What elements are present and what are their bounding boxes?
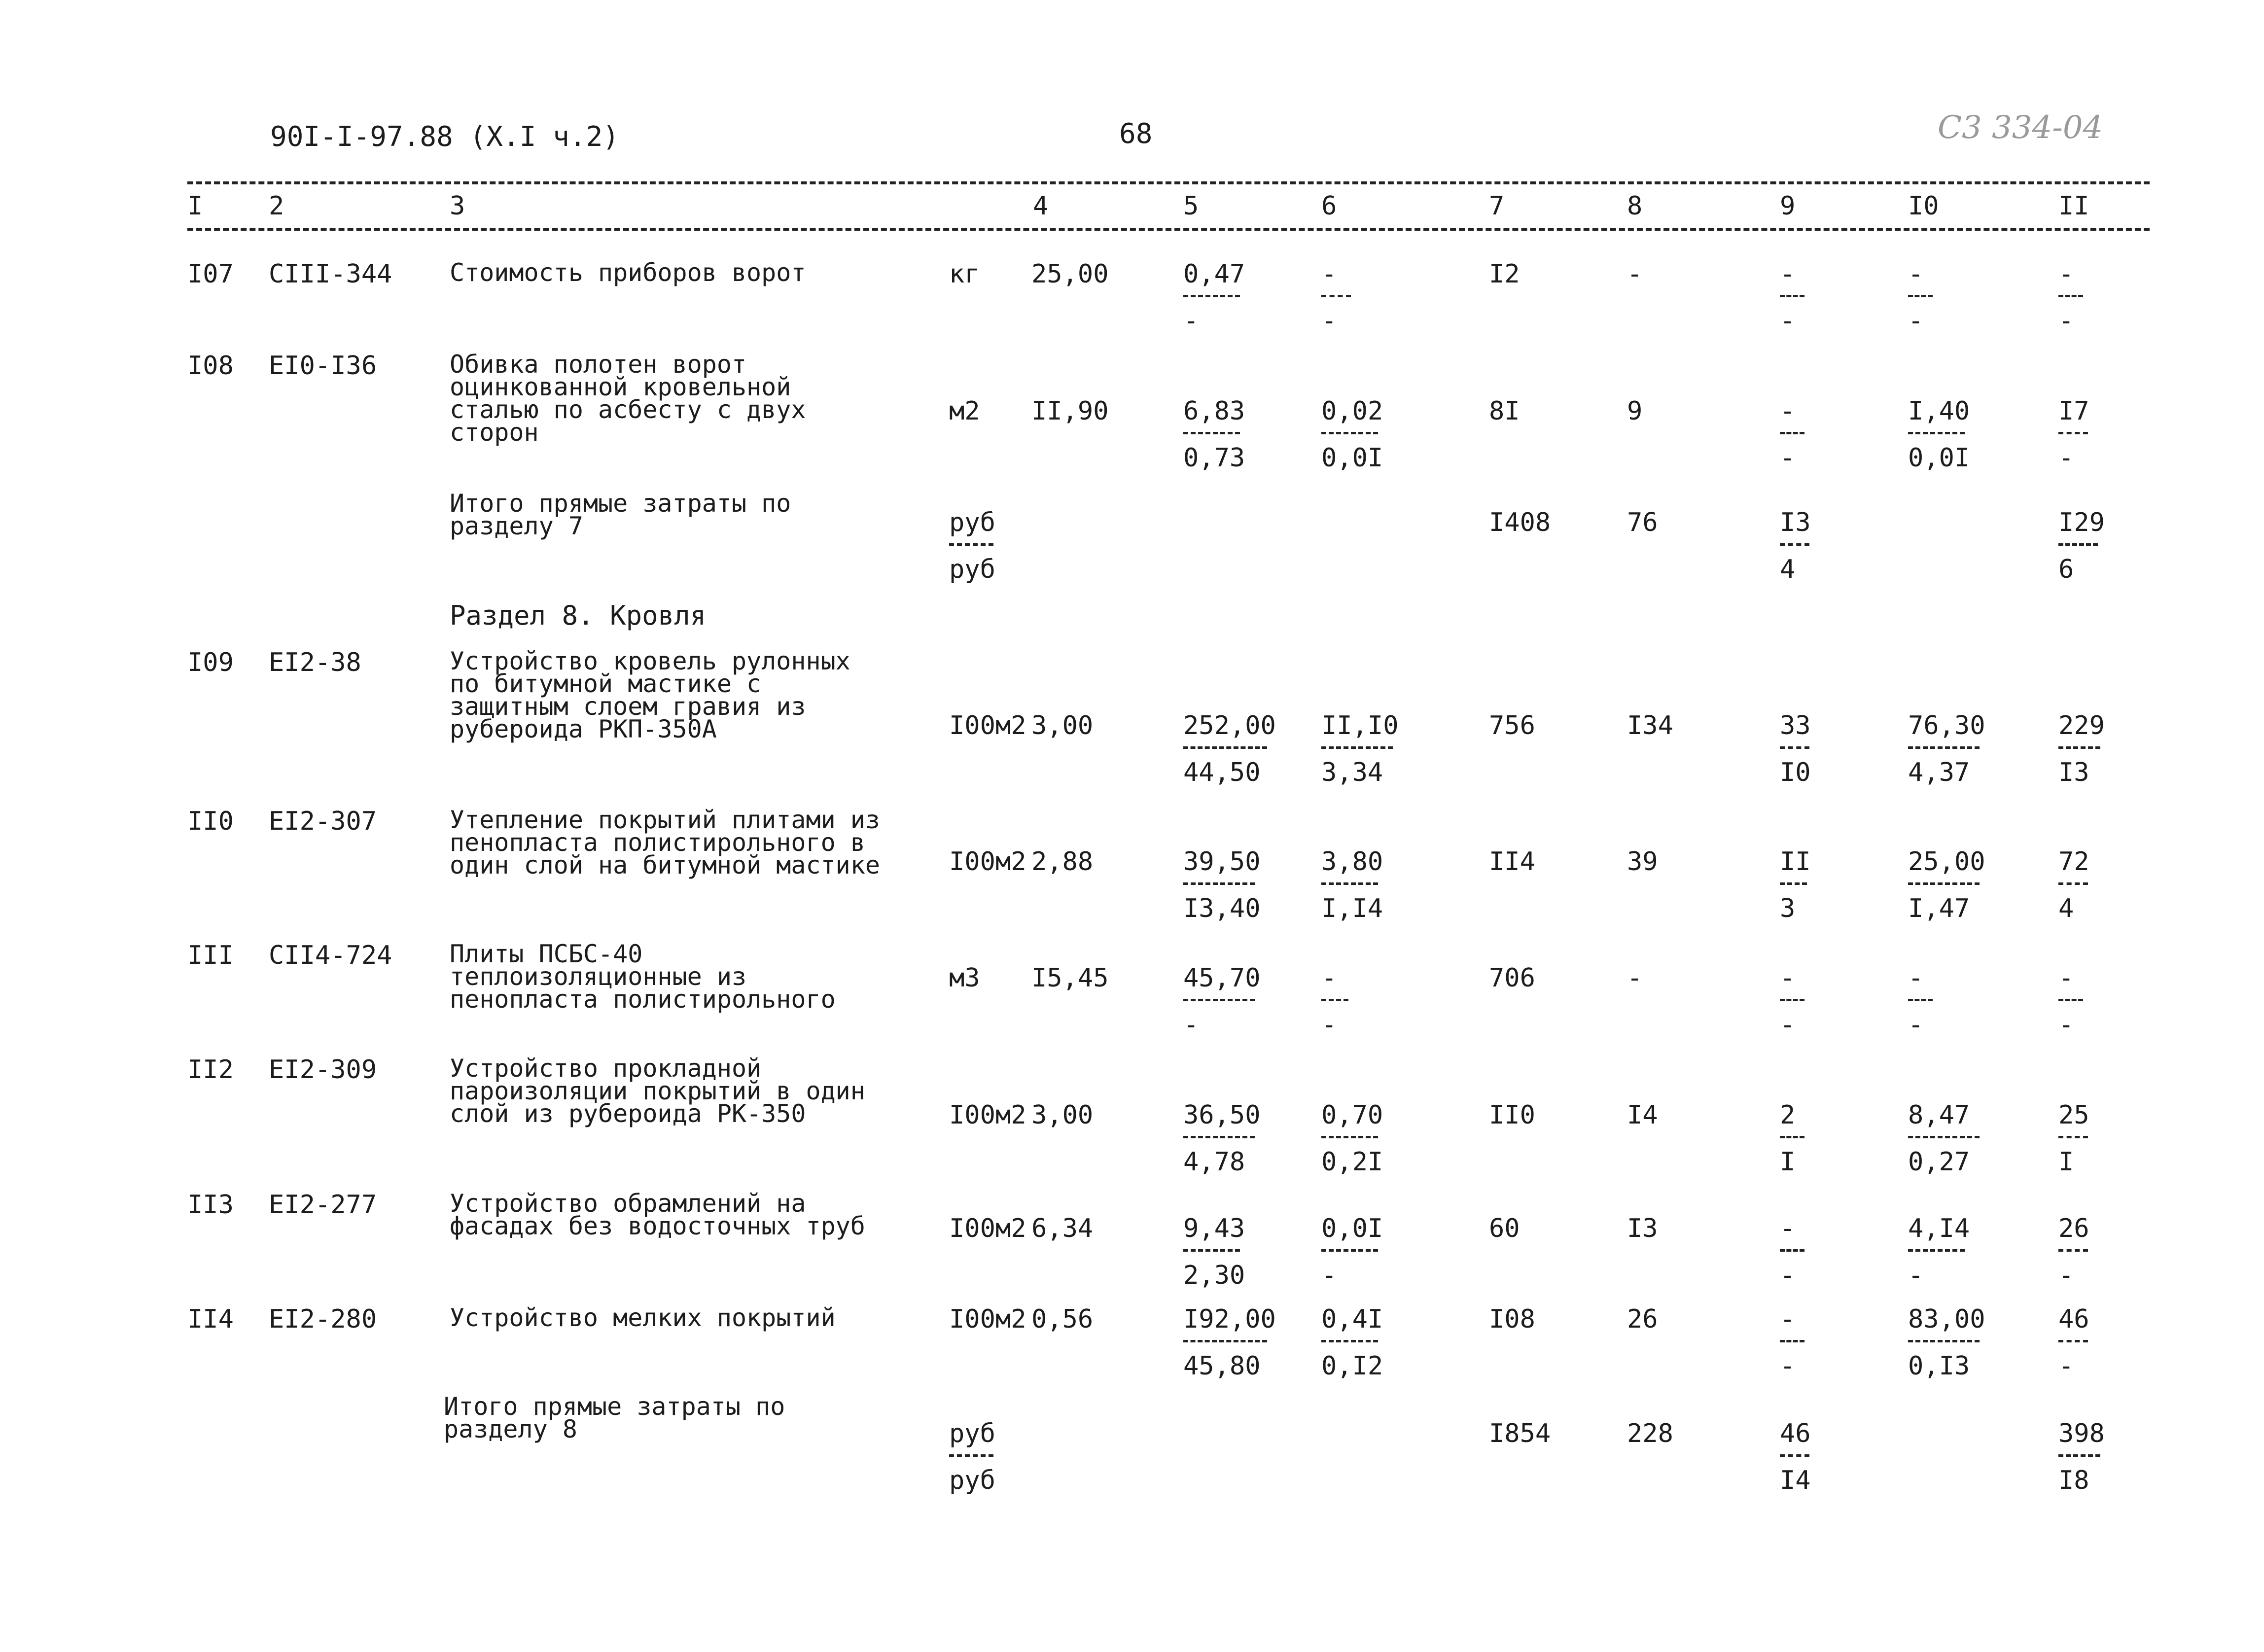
row-col7: I854 [1489, 1419, 1551, 1448]
row-code: СII4-724 [269, 941, 392, 970]
subtotal-description: Итого прямые затраты по разделу 7 [450, 489, 791, 540]
row-col7: I2 [1489, 259, 1520, 289]
fraction-col11: - - [2058, 261, 2083, 335]
row-description: Устройство обрамлений на фасадах без водосточных труб [450, 1189, 865, 1240]
row-description: Устройство мелких покрытий [450, 1303, 836, 1332]
fraction-col11: 229 I3 [2058, 711, 2105, 787]
fraction-col6: 0,02 0,0I [1321, 396, 1383, 473]
row-code: EI2-277 [269, 1190, 377, 1220]
row-number: II3 [187, 1190, 234, 1220]
row-unit: I00м2 [949, 847, 1026, 877]
fraction-col9: - - [1780, 1216, 1804, 1289]
row-col8: I34 [1627, 711, 1673, 740]
row-unit: I00м2 [949, 1214, 1026, 1243]
fraction-col6: - - [1321, 261, 1351, 335]
row-col7: 756 [1489, 711, 1535, 740]
row-quantity: 2,88 [1031, 847, 1094, 877]
row-unit: м2 [949, 396, 980, 426]
row-description: Плиты ПСБС-40 теплоизоляционные из пенопласта полистирольного [450, 940, 836, 1014]
row-description: Утепление покрытий плитами из пенопласта полистирольного в один слой на битумной мастике [450, 806, 880, 879]
fraction-col5: I92,00 45,80 [1183, 1304, 1276, 1381]
fraction-col9: II 3 [1780, 847, 1811, 923]
row-unit: м3 [949, 963, 980, 993]
row-code: EI2-38 [269, 648, 361, 677]
fraction-col6: 0,4I 0,I2 [1321, 1304, 1383, 1381]
fraction-col5: 45,70 - [1183, 963, 1261, 1040]
row-quantity: I5,45 [1031, 963, 1109, 993]
row-code: EI2-307 [269, 807, 377, 836]
column-header: I [187, 191, 203, 221]
column-header: II [2058, 191, 2089, 221]
column-header: 3 [450, 191, 465, 221]
fraction-col5: 252,00 44,50 [1183, 711, 1276, 787]
handwritten-note: С3 334-04 [1938, 109, 2103, 146]
fraction-col10: - - [1908, 261, 1933, 335]
column-header: 6 [1321, 191, 1337, 221]
row-number: I08 [187, 351, 234, 381]
row-number: I07 [187, 259, 234, 289]
row-col8: 228 [1627, 1419, 1673, 1448]
column-header: I0 [1908, 191, 1939, 221]
fraction-col10: 25,00 I,47 [1908, 847, 1985, 923]
subtotal-unit: руб руб [949, 508, 995, 584]
column-header: 5 [1183, 191, 1199, 221]
fraction-col9: - - [1780, 1306, 1804, 1380]
row-col7: 60 [1489, 1214, 1520, 1243]
table-header-rule [187, 228, 2150, 231]
row-unit: I00м2 [949, 711, 1026, 740]
row-quantity: 0,56 [1031, 1304, 1094, 1334]
fraction-col10: 83,00 0,I3 [1908, 1304, 1985, 1381]
row-col8: 9 [1627, 396, 1643, 426]
fraction-col11: 46 - [2058, 1304, 2089, 1381]
fraction-col11: 398 I8 [2058, 1419, 2105, 1495]
fraction-col9: I3 4 [1780, 508, 1811, 584]
fraction-col10: - - [1908, 965, 1933, 1039]
row-quantity: II,90 [1031, 396, 1109, 426]
fraction-col6: 0,0I - [1321, 1214, 1383, 1290]
fraction-col6: - - [1321, 965, 1348, 1039]
row-number: II0 [187, 807, 234, 836]
fraction-col5: 36,50 4,78 [1183, 1100, 1261, 1177]
fraction-col5: 6,83 0,73 [1183, 396, 1245, 473]
fraction-col11: - - [2058, 965, 2083, 1039]
row-col8: I4 [1627, 1100, 1658, 1130]
fraction-col9: - - [1780, 965, 1804, 1039]
subtotal-description: Итого прямые затраты по разделу 8 [444, 1392, 785, 1443]
column-header: 7 [1489, 191, 1505, 221]
row-quantity: 25,00 [1031, 259, 1109, 289]
fraction-col9: 2 I [1780, 1102, 1804, 1176]
row-unit: I00м2 [949, 1100, 1026, 1130]
row-description: Обивка полотен ворот оцинкованной кровельной сталью по асбесту с двух сторон [450, 350, 806, 447]
fraction-col10: 76,30 4,37 [1908, 711, 1985, 787]
row-col7: 8I [1489, 396, 1520, 426]
fraction-col9: 46 I4 [1780, 1419, 1811, 1495]
row-description: Устройство прокладной пароизоляции покрытий в один слой из рубероида РК-350 [450, 1054, 865, 1128]
row-col8: 26 [1627, 1304, 1658, 1334]
fraction-col11: 25 I [2058, 1100, 2089, 1177]
table-top-rule [187, 181, 2150, 184]
fraction-col11: I7 - [2058, 396, 2089, 473]
row-code: EI2-309 [269, 1055, 377, 1085]
fraction-col9: - - [1780, 261, 1804, 335]
row-unit: I00м2 [949, 1304, 1026, 1334]
fraction-col5: 39,50 I3,40 [1183, 847, 1261, 923]
row-col8: I3 [1627, 1214, 1658, 1243]
page-number: 68 [1119, 118, 1153, 150]
row-col7: 706 [1489, 963, 1535, 993]
fraction-col6: 0,70 0,2I [1321, 1100, 1383, 1177]
column-header: 8 [1627, 191, 1643, 221]
row-number: II2 [187, 1055, 234, 1085]
row-description: Устройство кровель рулонных по битумной мастике с защитным слоем гравия из рубероида РКП-350А [450, 647, 850, 743]
column-header: 2 [269, 191, 284, 221]
row-number: I09 [187, 648, 234, 677]
fraction-col11: I29 6 [2058, 508, 2105, 584]
fraction-col9: - - [1780, 398, 1804, 472]
fraction-col11: 26 - [2058, 1214, 2089, 1290]
fraction-col9: 33 I0 [1780, 711, 1811, 787]
row-code: EI0-I36 [269, 351, 377, 381]
row-code: СIII-344 [269, 259, 392, 289]
row-code: EI2-280 [269, 1304, 377, 1334]
row-description: Стоимость приборов ворот [450, 258, 806, 287]
section-title: Раздел 8. Кровля [450, 600, 707, 631]
row-quantity: 3,00 [1031, 1100, 1094, 1130]
row-col7: II4 [1489, 847, 1535, 877]
fraction-col10: 4,I4 - [1908, 1214, 1970, 1290]
row-col8: 39 [1627, 847, 1658, 877]
row-quantity: 6,34 [1031, 1214, 1094, 1243]
fraction-col6: II,I0 3,34 [1321, 711, 1399, 787]
fraction-col5: 0,47 - [1183, 259, 1245, 336]
fraction-col10: I,40 0,0I [1908, 396, 1970, 473]
column-header: 4 [1033, 191, 1049, 221]
fraction-col5: 9,43 2,30 [1183, 1214, 1245, 1290]
row-number: III [187, 941, 234, 970]
row-unit: кг [949, 259, 980, 289]
row-col7: I08 [1489, 1304, 1535, 1334]
row-number: II4 [187, 1304, 234, 1334]
row-col8: - [1627, 963, 1643, 993]
row-col7: II0 [1489, 1100, 1535, 1130]
fraction-col10: 8,47 0,27 [1908, 1102, 1980, 1176]
fraction-col6: 3,80 I,I4 [1321, 847, 1383, 923]
subtotal-unit: руб руб [949, 1419, 995, 1495]
row-quantity: 3,00 [1031, 711, 1094, 740]
document-code: 90I-I-97.88 (X.I ч.2) [270, 121, 620, 153]
row-col8: 76 [1627, 508, 1658, 537]
column-header: 9 [1780, 191, 1796, 221]
row-col7: I408 [1489, 508, 1551, 537]
row-col8: - [1627, 259, 1643, 289]
fraction-col11: 72 4 [2058, 847, 2089, 923]
